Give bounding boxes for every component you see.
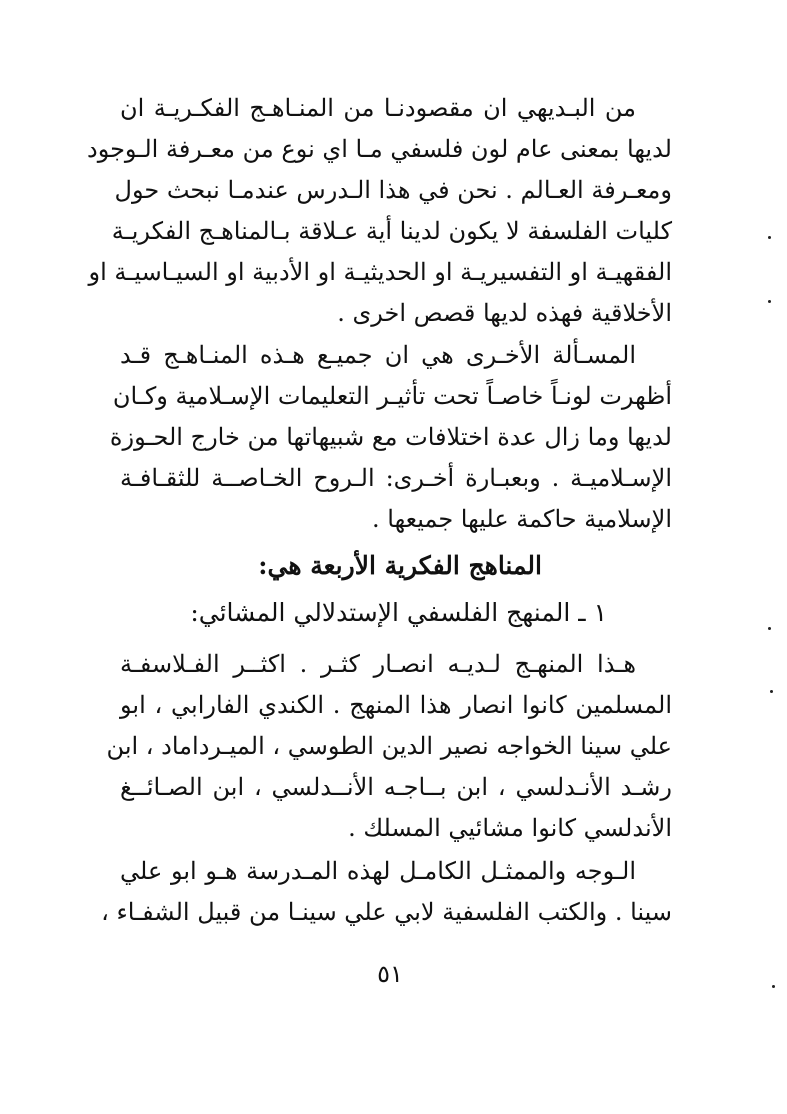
paragraph-line: أظهرت لونـاً خاصـاً تحت تأثيـر التعليمات الإسـلامية وكـان — [112, 382, 672, 410]
paragraph-line: الفقهيـة او التفسيريـة او الحديثيـة او الأدبية او السيـاسيـة او — [88, 258, 672, 286]
paragraph-line: المسـألة الأخـرى هي ان جميـع هـذه المنـاهـج قـد — [120, 341, 636, 369]
paragraph-line: علي سينا الخواجه نصير الدين الطوسي ، الميـرداماد ، ابن — [106, 732, 672, 760]
scan-speck — [770, 690, 773, 693]
page-number: ٥١ — [377, 960, 403, 988]
paragraph-line: المسلمين كانوا انصار هذا المنهج . الكندي الفارابي ، ابو — [120, 691, 672, 719]
paragraph-line: لديها وما زال عدة اختلافات مع شبيهاتها من خارج الحـوزة — [109, 423, 672, 451]
paragraph-line: الـوجه والممثـل الكامـل لهذه المـدرسة هـو ابو علي — [120, 857, 636, 885]
paragraph-4 — [101, 851, 672, 933]
paragraph-3 — [106, 644, 672, 849]
paragraph-line: الأندلسي كانوا مشائيي المسلك . — [348, 814, 672, 842]
paragraph-line: لديها بمعنى عام لون فلسفي مـا اي نوع من معـرفة الـوجود — [87, 135, 672, 163]
paragraph-1 — [87, 88, 672, 334]
section-heading: المناهج الفكرية الأربعة هي: — [258, 551, 542, 580]
paragraph-line: ومعـرفة العـالم . نحن في هذا الـدرس عندمـا نبحث حول — [114, 176, 672, 204]
paragraph-line: هـذا المنهـج لـديـه انصـار كثـر . اكثــر الفـلاسفـة — [120, 650, 636, 678]
paragraph-line: من البـديهي ان مقصودنـا من المنـاهـج الفكـريـة ان — [120, 94, 636, 122]
paragraph-line: الإسلامية حاكمة عليها جميعها . — [372, 505, 672, 533]
scan-speck — [768, 627, 771, 630]
paragraph-2 — [109, 335, 672, 540]
paragraph-line: رشـد الأنـدلسي ، ابن بــاجـه الأنــدلسي ، ابن الصـائــغ — [120, 773, 672, 801]
scan-speck — [768, 300, 771, 303]
paragraph-line: سينا . والكتب الفلسفية لابي علي سينـا من قبيل الشفـاء ، — [101, 898, 672, 926]
scan-speck — [768, 236, 771, 239]
method-subheading: ١ ـ المنهج الفلسفي الإستدلالي المشائي: — [190, 598, 607, 627]
scan-speck — [772, 985, 775, 988]
paragraph-line: الإسـلاميـة . وبعبـارة أخـرى: الـروح الخـاصــة للثقـافـة — [120, 464, 672, 492]
paragraph-line: كليات الفلسفة لا يكون لدينا أية عـلاقة بـالمناهـج الفكريـة — [111, 217, 672, 245]
paragraph-line: الأخلاقية فهذه لديها قصص اخرى . — [337, 299, 672, 327]
